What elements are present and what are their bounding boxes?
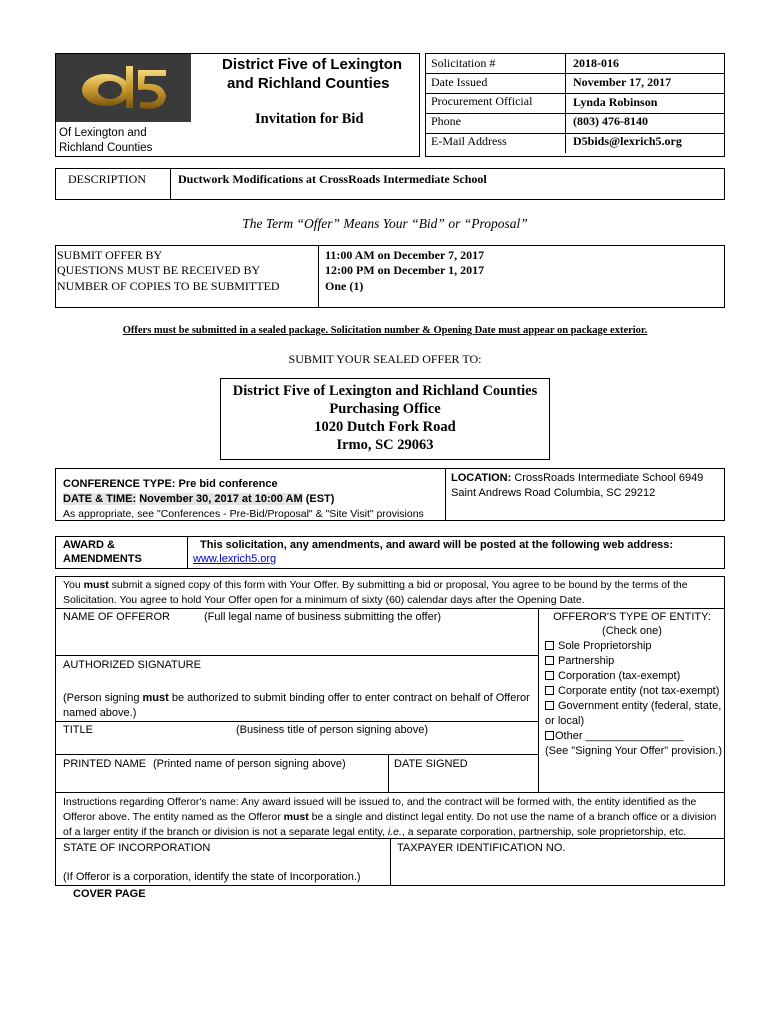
award-text: This solicitation, any amendments, and award will be posted at the following web address: (200, 539, 674, 551)
title-field[interactable] (60, 738, 534, 752)
incorporation-divider (390, 838, 391, 886)
conference-datetime-label: DATE & TIME: (63, 493, 137, 505)
entity-option-government-entity[interactable] (545, 700, 721, 712)
printed-name-hint: (Printed name of person signing above) (153, 758, 346, 770)
signature-hint (63, 691, 533, 721)
sealed-package-notice: Offers must be submitted in a sealed package. Solicitation number & Opening Date must appear on package exterior. (122, 325, 648, 336)
cover-page-label: COVER PAGE (73, 888, 146, 900)
signature-hint-post: be authorized to submit binding offer to enter contract on behalf of Offeror named above.) (63, 692, 530, 719)
entity-option-corporate-entity[interactable] (545, 685, 719, 697)
conference-type-label: CONFERENCE TYPE: (63, 478, 176, 490)
entity-option-continuation: or local) (545, 715, 585, 727)
submit-offer-by-label: SUBMIT OFFER BY (57, 248, 163, 262)
description-divider (170, 168, 171, 200)
info-value-email[interactable]: D5bids@lexrich5.org (573, 134, 682, 148)
state-of-incorporation-field[interactable] (60, 856, 386, 870)
entity-heading: OFFEROR'S TYPE OF ENTITY: (553, 611, 711, 623)
conference-type-value: Pre bid conference (178, 478, 278, 490)
offeror-intro-bold: must (83, 579, 109, 591)
conference-type (63, 478, 278, 490)
questions-deadline-value: 12:00 PM on December 1, 2017 (325, 263, 485, 277)
offeror-name-hint: (Full legal name of business submitting the offer) (204, 611, 442, 623)
form-hline (55, 754, 538, 755)
entity-option-corporation-tax-exempt[interactable] (545, 670, 680, 682)
district-name-line1: District Five of Lexington (222, 56, 403, 73)
document-title: Invitation for Bid (255, 111, 364, 127)
checkbox-icon[interactable] (545, 701, 554, 710)
address-line-1: District Five of Lexington and Richland Counties (232, 383, 538, 399)
date-signed-label: DATE SIGNED (394, 758, 468, 770)
entity-option-label: Partnership (558, 655, 615, 667)
address-line-2: Purchasing Office (329, 401, 441, 417)
entity-option-label: Government entity (federal, state, (558, 700, 722, 712)
conference-divider (445, 468, 446, 521)
instructions-pre: Instructions regarding Offeror's name: Any award issued will be issued to, and the contract will be formed with, the entity identified as the Offeror above. The entity named as the Offeror (63, 796, 697, 823)
signature-field[interactable] (60, 673, 534, 687)
info-value-date-issued: November 17, 2017 (573, 75, 672, 89)
district-name-line2: and Richland Counties (227, 75, 390, 92)
award-label-line2: AMENDMENTS (63, 553, 142, 565)
entity-option-label: Corporate entity (not tax-exempt) (558, 685, 720, 697)
entity-note: (See "Signing Your Offer" provision.) (545, 745, 722, 757)
title-hint: (Business title of person signing above) (236, 724, 428, 736)
conference-datetime-value: November 30, 2017 at 10:00 AM (139, 493, 303, 505)
info-value-phone: (803) 476-8140 (573, 114, 648, 128)
offeror-name-field[interactable] (60, 626, 534, 652)
entity-option-label: Sole Proprietorship (558, 640, 652, 652)
printed-name-field[interactable] (60, 772, 385, 790)
form-hline (55, 792, 725, 793)
description-label: DESCRIPTION (68, 172, 147, 186)
conference-datetime-tz: (EST) (305, 493, 335, 505)
state-of-incorporation-hint: (If Offeror is a corporation, identify the state of Incorporation.) (63, 871, 361, 883)
entity-option-label: Corporation (tax-exempt) (558, 670, 681, 682)
address-line-4: Irmo, SC 29063 (336, 437, 434, 453)
address-line-3: 1020 Dutch Fork Road (314, 419, 456, 435)
taxpayer-id-label: TAXPAYER IDENTIFICATION NO. (397, 842, 566, 854)
copies-label: NUMBER OF COPIES TO BE SUBMITTED (57, 279, 280, 293)
info-label-email: E-Mail Address (431, 134, 507, 148)
instructions-post: , a separate corporation, partnership, sole proprietorship, etc. (401, 826, 687, 838)
info-value-solicitation: 2018-016 (573, 56, 619, 70)
signature-hint-pre: (Person signing (63, 692, 143, 704)
conference-location (451, 471, 723, 501)
entity-option-label: Other ________________ (555, 730, 684, 742)
signature-label: AUTHORIZED SIGNATURE (63, 659, 201, 671)
award-label-line1: AWARD & (63, 539, 115, 551)
date-signed-field[interactable] (392, 772, 534, 790)
entity-option-sole-proprietorship[interactable] (545, 640, 652, 652)
entity-subheading: (Check one) (602, 625, 662, 637)
printed-name-divider (388, 754, 389, 792)
checkbox-icon[interactable] (545, 731, 554, 740)
district-logo (56, 54, 191, 122)
info-label-date-issued: Date Issued (431, 75, 488, 89)
instructions-mid: be a single and distinct legal entity. Do not use the name of a branch office or a division of a larger entity if the branch or division is not a separate legal entity, (63, 811, 717, 838)
info-label-solicitation: Solicitation # (431, 56, 496, 70)
entity-option-other[interactable] (545, 730, 683, 742)
copies-value: One (1) (325, 279, 364, 293)
form-hline (55, 608, 725, 609)
title-label: TITLE (63, 724, 93, 736)
entity-option-partnership[interactable] (545, 655, 614, 667)
checkbox-icon[interactable] (545, 671, 554, 680)
instructions-italic: i.e. (387, 826, 402, 838)
offeror-intro (63, 578, 723, 608)
conference-location-label: LOCATION: (451, 472, 512, 484)
description-value: Ductwork Modifications at CrossRoads Intermediate School (178, 172, 487, 186)
info-label-phone: Phone (431, 114, 461, 128)
checkbox-icon[interactable] (545, 656, 554, 665)
conference-datetime (63, 493, 334, 505)
instructions-bold: must (283, 811, 309, 823)
info-label-procurement-official: Procurement Official (431, 94, 533, 108)
award-link[interactable]: www.lexrich5.org (193, 553, 277, 565)
submission-divider (318, 245, 319, 308)
district-logo-graphic (56, 54, 191, 122)
form-hline (55, 655, 538, 656)
solicitation-info-table (425, 53, 725, 157)
offeror-intro-post: submit a signed copy of this form with Your Offer. By submitting a bid or proposal, You agree to be bound by the terms of the Solicitation. You agree to hold Your Offer open for a minimum of sixty (60) calendar days after the Opening Date. (63, 579, 688, 606)
award-divider (187, 536, 188, 569)
questions-deadline-label: QUESTIONS MUST BE RECEIVED BY (57, 263, 261, 277)
offeror-name-label: NAME OF OFFEROR (63, 611, 170, 623)
submit-to-heading: SUBMIT YOUR SEALED OFFER TO: (288, 352, 482, 366)
taxpayer-id-field[interactable] (395, 856, 721, 882)
state-of-incorporation-label: STATE OF INCORPORATION (63, 842, 211, 854)
checkbox-icon[interactable] (545, 641, 554, 650)
offeror-intro-pre: You (63, 579, 84, 591)
printed-name-label: PRINTED NAME (63, 758, 147, 770)
checkbox-icon[interactable] (545, 686, 554, 695)
form-hline (55, 721, 538, 722)
conference-note: As appropriate, see "Conferences - Pre-Bid/Proposal" & "Site Visit" provisions (63, 508, 424, 520)
logo-caption: Of Lexington and Richland Counties (59, 127, 153, 154)
offer-term-note: The Term “Offer” Means Your “Bid” or “Proposal” (242, 216, 528, 231)
conference-location-value: CrossRoads Intermediate School 6949 Saint Andrews Road Columbia, SC 29212 (451, 472, 704, 499)
signature-hint-bold: must (142, 692, 169, 704)
info-value-procurement-official: Lynda Robinson (573, 95, 658, 109)
offeror-name-instructions (63, 795, 723, 840)
submit-offer-by-value: 11:00 AM on December 7, 2017 (325, 248, 485, 262)
